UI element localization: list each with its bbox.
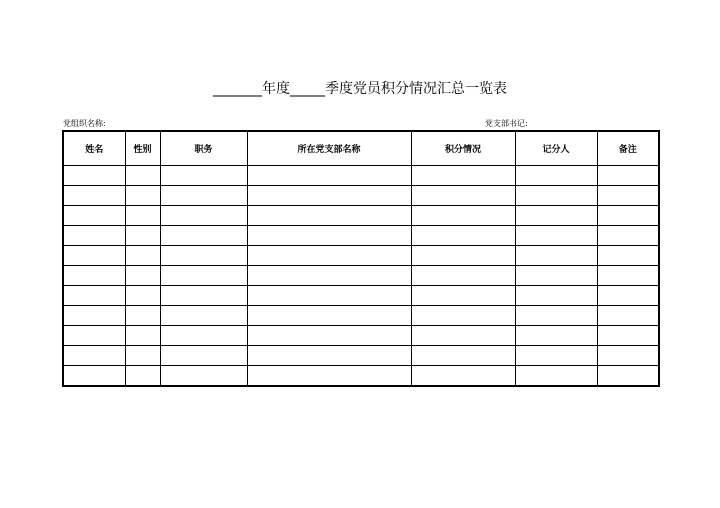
table-cell — [160, 266, 247, 286]
table-cell — [247, 266, 411, 286]
table-cell — [125, 366, 160, 387]
table-row — [63, 346, 659, 366]
table-cell — [411, 246, 515, 266]
table-cell — [247, 326, 411, 346]
table-row — [63, 326, 659, 346]
table-cell — [247, 206, 411, 226]
table-cell — [597, 226, 659, 246]
table-cell — [63, 366, 125, 387]
table-cell — [515, 226, 597, 246]
table-cell — [247, 286, 411, 306]
table-row — [63, 286, 659, 306]
table-cell — [515, 286, 597, 306]
table-cell — [597, 266, 659, 286]
table-cell — [597, 166, 659, 186]
table-cell — [515, 166, 597, 186]
table-cell — [247, 306, 411, 326]
document-title: _______年度_____季度党员积分情况汇总一览表 — [213, 81, 507, 97]
table-cell — [125, 266, 160, 286]
table-cell — [160, 286, 247, 306]
table-cell — [515, 346, 597, 366]
table-body — [63, 166, 659, 387]
column-header-name: 姓名 — [63, 131, 125, 166]
table-cell — [247, 186, 411, 206]
table-row — [63, 186, 659, 206]
table-cell — [247, 346, 411, 366]
column-header-branch-name: 所在党支部名称 — [247, 131, 411, 166]
table-row — [63, 266, 659, 286]
table-cell — [411, 266, 515, 286]
table-cell — [160, 366, 247, 387]
table-cell — [125, 326, 160, 346]
table-cell — [515, 246, 597, 266]
table-cell — [63, 346, 125, 366]
table-cell — [411, 306, 515, 326]
table-cell — [247, 366, 411, 387]
column-header-recorder: 记分人 — [515, 131, 597, 166]
party-group-name-label: 党组织名称: — [63, 119, 106, 128]
table-cell — [125, 246, 160, 266]
table-cell — [125, 346, 160, 366]
table-cell — [411, 286, 515, 306]
table-cell — [160, 346, 247, 366]
table-cell — [63, 306, 125, 326]
table-cell — [63, 186, 125, 206]
table-cell — [247, 166, 411, 186]
table-cell — [597, 206, 659, 226]
table-cell — [411, 366, 515, 387]
table-header-row — [63, 131, 659, 166]
table-row — [63, 366, 659, 387]
table-cell — [160, 306, 247, 326]
table-cell — [515, 366, 597, 387]
table-cell — [411, 186, 515, 206]
table-cell — [515, 306, 597, 326]
column-header-gender: 性别 — [125, 131, 160, 166]
table-cell — [411, 166, 515, 186]
table-cell — [411, 326, 515, 346]
table-cell — [63, 206, 125, 226]
table-row — [63, 306, 659, 326]
table-cell — [515, 266, 597, 286]
table-cell — [515, 206, 597, 226]
table-cell — [411, 346, 515, 366]
table-cell — [597, 306, 659, 326]
table-cell — [160, 226, 247, 246]
table-cell — [125, 226, 160, 246]
table-cell — [160, 166, 247, 186]
table-cell — [125, 306, 160, 326]
table-cell — [63, 226, 125, 246]
table-cell — [125, 186, 160, 206]
table-cell — [125, 166, 160, 186]
table-cell — [63, 286, 125, 306]
table-cell — [411, 226, 515, 246]
table-cell — [411, 206, 515, 226]
table-cell — [160, 246, 247, 266]
column-header-remarks: 备注 — [597, 131, 659, 166]
table-cell — [597, 246, 659, 266]
table-cell — [597, 326, 659, 346]
table-cell — [597, 366, 659, 387]
table-cell — [515, 326, 597, 346]
table-cell — [160, 186, 247, 206]
branch-secretary-label: 党支部书记: — [485, 119, 528, 128]
points-summary-table — [62, 130, 660, 387]
table-cell — [160, 326, 247, 346]
table-cell — [63, 166, 125, 186]
table-row — [63, 206, 659, 226]
table-cell — [63, 246, 125, 266]
table-cell — [597, 186, 659, 206]
table-row — [63, 226, 659, 246]
table-cell — [63, 326, 125, 346]
table-cell — [247, 226, 411, 246]
table-cell — [597, 346, 659, 366]
column-header-points: 积分情况 — [411, 131, 515, 166]
table-cell — [160, 206, 247, 226]
table-cell — [247, 246, 411, 266]
table-row — [63, 166, 659, 186]
table-cell — [597, 286, 659, 306]
table-cell — [515, 186, 597, 206]
column-header-position: 职务 — [160, 131, 247, 166]
table-cell — [125, 286, 160, 306]
table-row — [63, 246, 659, 266]
table-cell — [125, 206, 160, 226]
table-cell — [63, 266, 125, 286]
